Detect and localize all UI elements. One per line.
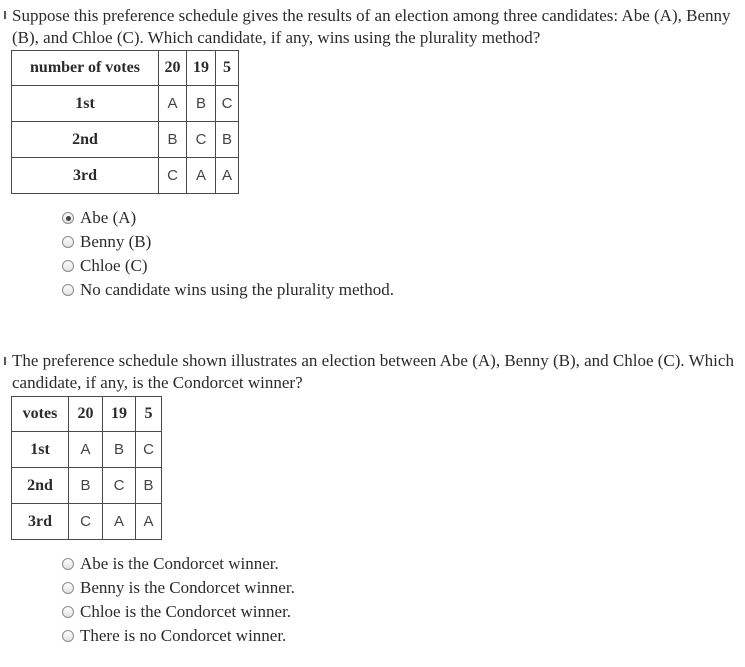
table-header-row <box>12 51 239 86</box>
row-label: 2nd <box>12 122 159 158</box>
header-votes-count: 5 <box>216 51 239 86</box>
table-cell: C <box>69 504 103 540</box>
row-label: 1st <box>12 86 159 122</box>
table-cell: B <box>216 122 239 158</box>
row-label: 2nd <box>12 468 69 504</box>
option-no-condorcet[interactable] <box>62 624 295 648</box>
table-row <box>12 122 239 158</box>
table-cell: B <box>187 86 216 122</box>
header-votes-count: 19 <box>187 51 216 86</box>
radio-button[interactable] <box>62 630 74 642</box>
option-chloe[interactable] <box>62 254 394 278</box>
row-label: 1st <box>12 432 69 468</box>
header-votes-count: 20 <box>69 397 103 432</box>
option-chloe-condorcet[interactable] <box>62 600 295 624</box>
question-2-prompt: The preference schedule shown illustrates an election between Abe (A), Benny (B), and Chloe (C). Which candidate, if any, is the Condorcet winner? <box>12 351 734 392</box>
table-cell: C <box>136 432 162 468</box>
header-votes-count: 5 <box>136 397 162 432</box>
table-cell: C <box>187 122 216 158</box>
table-cell: A <box>69 432 103 468</box>
question-marker <box>4 11 6 19</box>
option-benny[interactable] <box>62 230 394 254</box>
header-votes-count: 20 <box>159 51 187 86</box>
radio-button[interactable] <box>62 260 74 272</box>
radio-button-selected[interactable] <box>62 212 74 224</box>
option-label: Abe (A) <box>80 208 137 227</box>
radio-button[interactable] <box>62 284 74 296</box>
table-cell: C <box>216 86 239 122</box>
option-benny-condorcet[interactable] <box>62 576 295 600</box>
table-row <box>12 158 239 194</box>
option-label: Abe is the Condorcet winner. <box>80 554 279 573</box>
header-votes-label: votes <box>12 397 69 432</box>
table-cell: B <box>159 122 187 158</box>
answer-options-1 <box>62 206 394 302</box>
table-cell: B <box>69 468 103 504</box>
option-label: Benny is the Condorcet winner. <box>80 578 295 597</box>
radio-button[interactable] <box>62 582 74 594</box>
table-cell: A <box>103 504 136 540</box>
question-marker <box>4 357 6 365</box>
table-row <box>12 86 239 122</box>
header-votes-count: 19 <box>103 397 136 432</box>
option-label: Benny (B) <box>80 232 152 251</box>
table-cell: A <box>136 504 162 540</box>
option-label: There is no Condorcet winner. <box>80 626 287 645</box>
option-abe-condorcet[interactable] <box>62 552 295 576</box>
radio-button[interactable] <box>62 606 74 618</box>
table-header-row <box>12 397 162 432</box>
table-row <box>12 504 162 540</box>
option-label: No candidate wins using the plurality method. <box>80 280 394 299</box>
table-cell: B <box>103 432 136 468</box>
header-votes-label: number of votes <box>12 51 159 86</box>
option-abe[interactable] <box>62 206 394 230</box>
preference-table-2 <box>11 396 162 540</box>
radio-button[interactable] <box>62 558 74 570</box>
table-cell: C <box>159 158 187 194</box>
table-cell: C <box>103 468 136 504</box>
table-cell: A <box>187 158 216 194</box>
row-label: 3rd <box>12 504 69 540</box>
table-row <box>12 468 162 504</box>
option-no-winner[interactable] <box>62 278 394 302</box>
option-label: Chloe is the Condorcet winner. <box>80 602 292 621</box>
row-label: 3rd <box>12 158 159 194</box>
radio-button[interactable] <box>62 236 74 248</box>
table-cell: B <box>136 468 162 504</box>
preference-table-1 <box>11 50 239 194</box>
option-label: Chloe (C) <box>80 256 148 275</box>
answer-options-2 <box>62 552 295 648</box>
question-1-prompt: Suppose this preference schedule gives the results of an election among three candidates: Abe (A), Benny (B), and Chloe (C). Which candidate, if any, wins using the plurality method? <box>12 6 731 47</box>
table-cell: A <box>216 158 239 194</box>
table-row <box>12 432 162 468</box>
table-cell: A <box>159 86 187 122</box>
